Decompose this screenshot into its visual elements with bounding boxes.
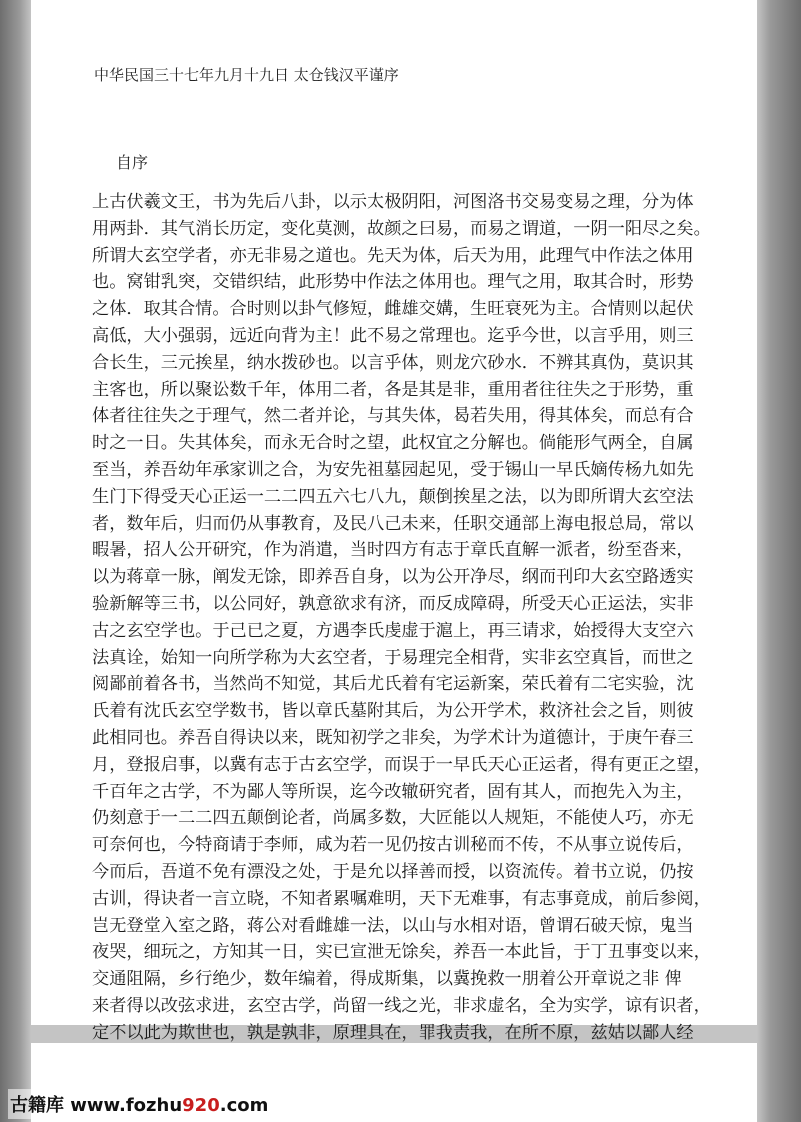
body-line: 以为蒋章一脉，阐发无馀，即养吾自身，以为公开净尽，纲而刊印大玄空路透实 <box>92 567 694 588</box>
body-line: 千百年之古学，不为鄙人等所误，迄今改辙研究者，固有其人，而抱先入为主， <box>92 781 694 802</box>
body-line: 岂无登堂入室之路，蒋公对看雌雄一法，以山与水相对语，曾谓石破天惊，鬼当 <box>92 915 694 936</box>
body-line: 时之一日。失其体矣，而永无合时之望，此权宜之分解也。倘能形气两全，自属 <box>92 433 694 454</box>
body-line: 可奈何也，今特商请于李师，咸为若一见仍按古训秘而不传，不从事立说传后， <box>92 835 694 856</box>
body-line: 用两卦．其气消长历定，变化莫测，故颜之曰易，而易之谓道，一阴一阳尽之矣。 <box>92 218 711 239</box>
body-line: 交通阻隔，乡行绝少，数年编着，得成斯集，以冀挽救一朋着公开章说之非 俾 <box>92 969 682 990</box>
body-line: 古训，得诀者一言立晓，不知者累嘱难明，天下无难事，有志事竟成，前后参阅， <box>92 888 711 909</box>
document-page <box>31 0 757 1043</box>
body-line: 法真诠，始知一向所学称为大玄空者，于易理完全相背，实非玄空真旨，而世之 <box>92 647 694 668</box>
body-line: 夜哭，细玩之，方知其一日，实已宣泄无馀矣，养吾一本此旨，于丁丑事变以来， <box>92 942 711 963</box>
body-line: 高低，大小强弱，远近向背为主！此不易之常理也。迄乎今世，以言乎用，则三 <box>92 325 694 346</box>
body-line: 定不以此为欺世也，孰是孰非，原理具在，罪我责我，在所不原，兹姑以鄙人经 <box>92 1022 694 1043</box>
body-line: 来者得以改弦求进，玄空古学，尚留一线之光，非求虚名，全为实学，谅有识者， <box>92 995 711 1016</box>
body-line: 暇暑，招人公开研究，作为消遣，当时四方有志于章氏直解一派者，纷至沓来， <box>92 540 694 561</box>
body-line: 也。窝钳乳突，交错织结，此形势中作法之体用也。理气之用，取其合时，形势 <box>92 272 694 293</box>
body-line: 古之玄空学也。于己已之夏，方遇李氏虔虚于滬上，再三请求，始授得大支空六 <box>92 620 694 641</box>
watermark-suffix: .com <box>219 1095 269 1116</box>
body-line: 之体．取其合情。合时则以卦气修短，雌雄交媾，生旺衰死为主。合情则以起伏 <box>92 299 694 320</box>
preface-body <box>92 189 711 1100</box>
body-line: 体者往往失之于理气，然二者并论，与其失体，曷若失用，得其体矣，而总有合 <box>92 406 694 427</box>
body-line: 上古伏羲文王，书为先后八卦，以示太极阴阳，河图洛书交易变易之理，分为体 <box>92 192 694 212</box>
watermark-prefix: 古籍库 www.fozhu <box>10 1095 183 1116</box>
body-line: 所谓大玄空学者，亦无非易之道也。先天为体，后天为用，此理气中作法之体用 <box>92 245 694 266</box>
body-line: 主客也，所以聚讼数千年，体用二者，各是其是非，重用者往往失之于形势，重 <box>92 379 694 400</box>
watermark-number: 920 <box>182 1095 220 1116</box>
body-line: 至当，养吾幼年承家训之合，为安先祖墓园起见，受于锡山一早氏嫡传杨九如先 <box>92 459 694 480</box>
body-line: 阅鄙前着各书，当然尚不知觉，其后尤氏着有宅运新案，荣氏着有二宅实验，沈 <box>92 674 694 695</box>
body-line: 合长生，三元挨星，纳水拨砂也。以言乎体，则龙穴砂水．不辨其真伪，莫识其 <box>92 352 694 373</box>
body-line: 今而后，吾道不免有漂没之处，于是允以择善而授，以资流传。着书立说，仍按 <box>92 861 694 882</box>
body-line: 月，登报启事，以冀有志于古玄空学，而误于一早氏天心正运者，得有更正之望， <box>92 754 711 775</box>
body-line: 此相同也。养吾自得诀以来，既知初学之非矣，为学术计为道德计，于庚午春三 <box>92 727 694 748</box>
body-line: 者，数年后，归而仍从事教育，及民八己未来，任职交通部上海电报总局，常以 <box>92 513 694 534</box>
preface-dateline: 中华民国三十七年九月十九日 太仓钱汉平谨序 <box>94 66 399 84</box>
preface-heading: 自序 <box>116 153 149 172</box>
body-line: 验新解等三书，以公同好，孰意欲求有济，而反成障碍，所受天心正运法，实非 <box>92 593 694 614</box>
body-line: 氏着有沈氏玄空学数书，皆以章氏墓附其后，为公开学术，救济社会之旨，则彼 <box>92 701 694 722</box>
body-line: 生门下得受天心正运一二二四五六七八九，颠倒挨星之法，以为即所谓大玄空法 <box>92 486 694 507</box>
site-watermark <box>8 1089 270 1119</box>
body-line: 仍刻意于一二二四五颠倒论者，尚属多数，大匠能以人规矩，不能使人巧，亦无 <box>92 808 694 829</box>
